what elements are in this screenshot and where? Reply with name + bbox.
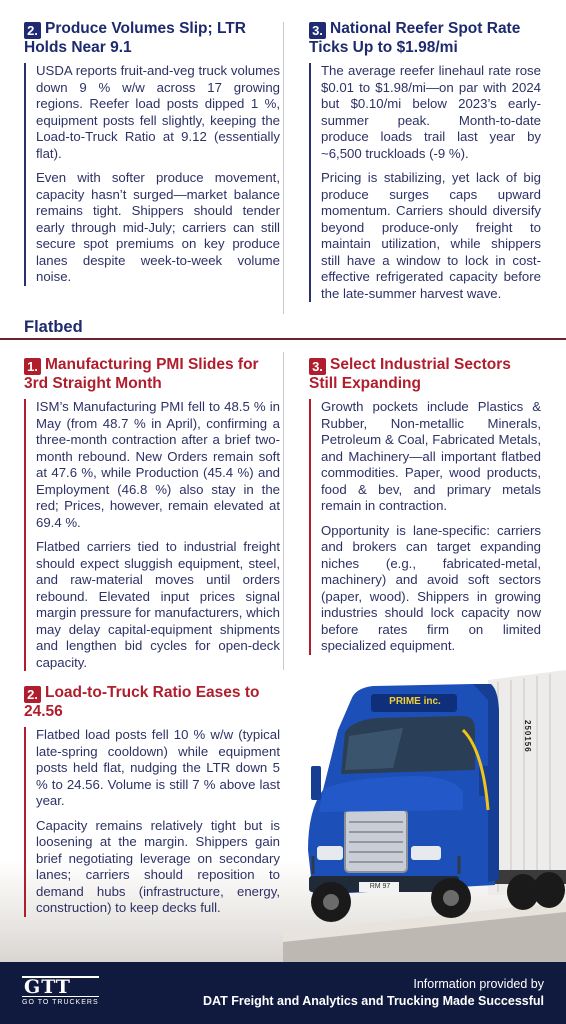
section-title-text: Manufacturing PMI Slides for 3rd Straight Month	[24, 356, 259, 392]
credit-block	[203, 976, 544, 1010]
section-number-badge: 2.	[24, 22, 41, 39]
paragraph: Growth pockets include Plastics & Rubber, Non-metallic Minerals, Petroleum & Coal, Fabricated Metals, and Machinery—all important flatbed commodities. Paper, wood products, food & bev, and primary metals remain in contraction.	[321, 399, 541, 513]
gtt-logo	[22, 976, 99, 1006]
section-title	[24, 20, 280, 57]
section-number-badge: 3.	[309, 358, 326, 375]
paragraph: Opportunity is lane-specific: carriers and brokers can target expanding niches (e.g., fabricated-metal, machinery) and avoid soft sectors (paper, wood). Shippers in growing industries should lock capacity now before rates firm on limited specialized equipment.	[321, 522, 541, 653]
paragraph: USDA reports fruit-and-veg truck volumes down 9 % w/w across 17 growing regions. Reefer load posts dipped 1 %, equipment posts fell slightly, keeping the Load-to-Truck Ratio at 9.12 (essentially flat).	[36, 63, 280, 161]
section-reefer-spot-rate	[309, 20, 541, 302]
section-title	[24, 684, 280, 721]
section-title-text: Produce Volumes Slip; LTR Holds Near 9.1	[24, 20, 246, 56]
section-number-badge: 2.	[24, 686, 41, 703]
section-body	[24, 399, 280, 671]
section-title-text: National Reefer Spot Rate Ticks Up to $1.98/mi	[309, 20, 521, 56]
section-divider	[0, 338, 566, 340]
column-divider	[283, 22, 284, 314]
section-body	[24, 727, 280, 917]
section-title	[309, 20, 541, 57]
license-plate: RM 97	[369, 883, 391, 890]
paragraph: Flatbed load posts fell 10 % w/w (typical late-spring cooldown) while equipment posts held flat, nudging the LTR down 5 % to 24.56. Volume is still 7 % above last year.	[36, 727, 280, 808]
section-manufacturing-pmi	[24, 356, 280, 671]
section-number-badge: 1.	[24, 358, 41, 375]
paragraph: Flatbed carriers tied to industrial freight should expect sluggish equipment, steel, and raw-material moves until orders rebound. Elevated input prices signal margin pressure for manufacturers, which may delay capital-equipment shipments and lengthen bid cycles for open-deck capacity.	[36, 539, 280, 670]
paragraph: Pricing is stabilizing, yet lack of big produce surges caps upward momentum. Carriers should diversify beyond produce-only freight to maintain utilization, while shippers still have a window to lock in cost-effective refrigerated capacity before the late-summer harvest wave.	[321, 170, 541, 301]
section-body	[309, 63, 541, 302]
section-body	[309, 399, 541, 655]
column-divider	[283, 352, 284, 670]
logo-mark: GTT	[22, 976, 99, 997]
section-body	[24, 63, 280, 286]
truck-cab-label: PRIME inc.	[389, 696, 441, 707]
logo-subtext: GO TO TRUCKERS	[22, 999, 99, 1006]
section-label-flatbed: Flatbed	[24, 318, 83, 336]
credit-line-1: Information provided by	[413, 977, 544, 991]
credit-line-2: DAT Freight and Analytics and Trucking Made Successful	[202, 994, 544, 1008]
trailer-number: 250156	[523, 720, 532, 753]
section-load-to-truck	[24, 684, 280, 917]
section-title-text: Load-to-Truck Ratio Eases to 24.56	[24, 684, 260, 720]
section-industrial-sectors	[309, 356, 541, 655]
paragraph: Capacity remains relatively tight but is loosening at the margin. Shippers gain brief negotiating leverage on secondary lanes; carriers should reposition to demand hubs (infrastructure, energy, construction) to keep decks full.	[36, 817, 280, 915]
section-title-text: Select Industrial Sectors Still Expanding	[309, 356, 511, 392]
paragraph: The average reefer linehaul rate rose $0.01 to $1.98/mi—on par with 2024 but $0.10/mi below 2023’s early-summer peak. Month-to-date produce loads trail last year by ~6,500 truckloads (-9 %).	[321, 63, 541, 161]
footer	[0, 962, 566, 1024]
paragraph: ISM’s Manufacturing PMI fell to 48.5 % in May (from 48.7 % in April), confirming a three-month contraction after a brief two-month rebound. New Orders remain soft at 47.6 %, while Production (45.4 %) and Employment (46.8 %) also stay in the red; Prices, however, remain elevated at 69.4 %.	[36, 399, 280, 530]
truck-image	[283, 670, 566, 962]
section-title	[24, 356, 280, 393]
section-produce-volumes	[24, 20, 280, 286]
section-title	[309, 356, 541, 393]
section-number-badge: 3.	[309, 22, 326, 39]
truck-illustration	[283, 670, 566, 962]
paragraph: Even with softer produce movement, capacity hasn’t surged—market balance remains tight. Shippers should tender early through mid-July; carriers can still secure spot premiums on key produce lanes despite week-to-week volume noise.	[36, 170, 280, 284]
